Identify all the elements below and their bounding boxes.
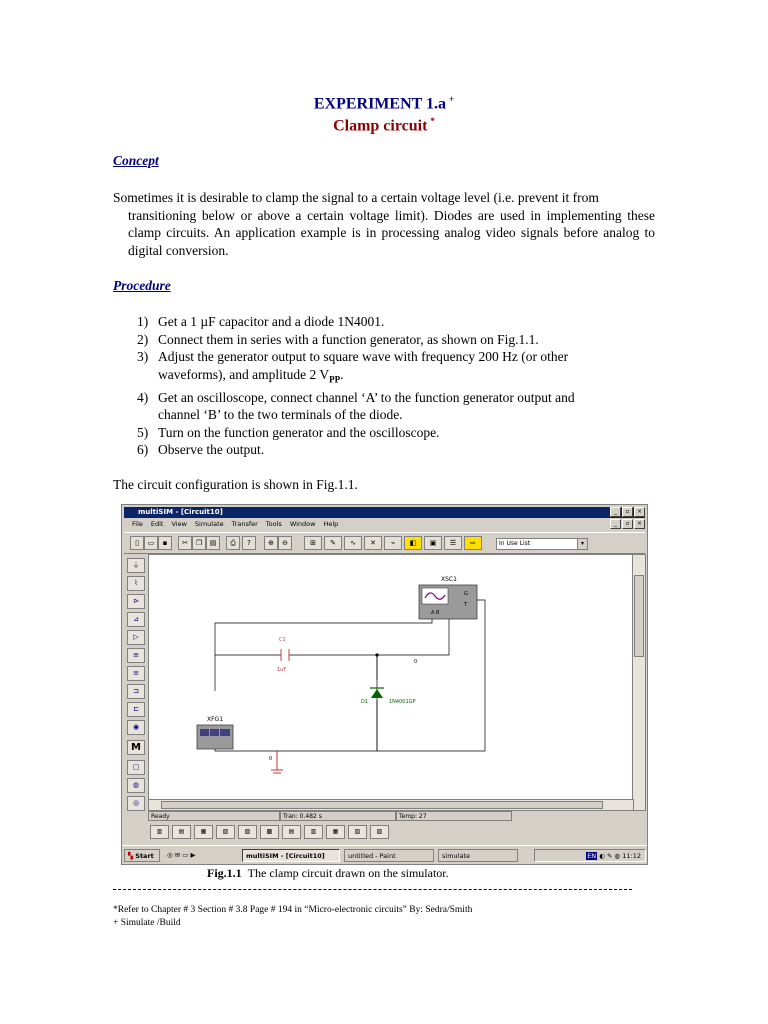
analog-icon[interactable]: ▷ [127, 630, 145, 645]
step-text: Connect them in series with a function generator, as shown on Fig.1.1. [158, 331, 539, 347]
distortion-icon[interactable]: ▦ [326, 825, 345, 839]
zoom-in-icon[interactable]: ⊕ [264, 536, 278, 550]
tray-icons: ◐ ✎ ◍ [599, 852, 621, 860]
xsc-t-label: T [464, 602, 468, 608]
new-icon[interactable]: ▯ [130, 536, 144, 550]
toolbar [124, 532, 645, 554]
media-icon[interactable]: ▶ [190, 851, 196, 859]
misc-digital-icon[interactable]: ⊐ [127, 684, 145, 699]
ie-icon[interactable]: ◎ [167, 851, 173, 859]
paste-icon[interactable]: ▤ [206, 536, 220, 550]
rf-icon[interactable]: ◍ [127, 778, 145, 793]
schematic-drawing [149, 555, 633, 800]
junction-dot [375, 653, 378, 656]
step-text: Get an oscilloscope, connect channel ‘A’ to the function generator output and [158, 389, 575, 405]
arrow-icon[interactable]: ⇨ [464, 536, 482, 550]
experiment-title-mark: + [449, 94, 455, 104]
mixed-icon[interactable]: ⊏ [127, 702, 145, 717]
step-cont-text: waveforms), and amplitude 2 V [158, 366, 330, 382]
fg-button-2 [210, 729, 219, 736]
print-icon[interactable]: ⎙ [226, 536, 240, 550]
menu-window[interactable]: Window [289, 520, 316, 528]
procedure-step [113, 348, 655, 389]
xsc-label: XSC1 [441, 576, 457, 583]
experiment-title [0, 94, 768, 113]
network-icon[interactable]: ✕ [364, 536, 382, 550]
vertical-scrollbar[interactable] [632, 554, 646, 811]
procedure-heading: Procedure [113, 278, 171, 293]
step-continuation: channel ‘B’ to the two terminals of the diode. [158, 407, 403, 423]
procedure-step [113, 441, 655, 459]
step-cont-end: . [340, 366, 344, 382]
copy-icon[interactable]: ❐ [192, 536, 206, 550]
footnote-2: + Simulate /Build [113, 918, 181, 928]
node-label-top: 0 [414, 659, 418, 665]
config-text: The circuit configuration is shown in Fig.1.1. [113, 477, 358, 492]
diode-icon[interactable]: ⊳ [127, 594, 145, 609]
oscilloscope-icon[interactable]: ▧ [216, 825, 235, 839]
indicator-icon[interactable]: ◉ [127, 720, 145, 735]
xsc-terminals: A B [431, 610, 440, 616]
funcgen-icon[interactable]: ▤ [172, 825, 191, 839]
step-text-block [158, 389, 655, 424]
quick-launch [164, 849, 232, 862]
spectrum-icon[interactable]: ▧ [348, 825, 367, 839]
step-number: 5) [137, 424, 149, 440]
step-text-block [158, 348, 655, 389]
menu-help[interactable]: Help [323, 520, 339, 528]
figure-caption-text: The clamp circuit drawn on the simulator. [247, 866, 449, 880]
doc-close-icon[interactable]: × [634, 519, 645, 529]
logic-analyzer-icon[interactable]: ▤ [282, 825, 301, 839]
step-text: Get a 1 µF capacitor and a diode 1N4001. [158, 314, 385, 329]
multimeter-icon[interactable]: ▥ [150, 825, 169, 839]
footnote-separator [113, 889, 632, 890]
concept-rest: transitioning below or above a certain voltage limit). Diodes are used in implementing these clamp circuits. An application example is in processing analog video signals before analog to digital conversion. [128, 207, 655, 258]
schematic-canvas[interactable] [148, 554, 634, 811]
status-temp: Temp: 27 [396, 811, 512, 821]
minimize-icon[interactable]: _ [610, 507, 621, 517]
save-icon[interactable]: ▪ [158, 536, 172, 550]
xsc-g-label: G [464, 591, 468, 597]
basic-icon[interactable]: ⌇ [127, 576, 145, 591]
status-ready: Ready [148, 811, 280, 821]
zoom-out-icon[interactable]: ⊖ [278, 536, 292, 550]
step-continuation [158, 366, 655, 389]
concept-paragraph [113, 189, 655, 259]
taskbar [122, 845, 648, 865]
concept-first-line: Sometimes it is desirable to clamp the signal to a certain voltage level (i.e. prevent it from [113, 190, 599, 205]
transistor-icon[interactable]: ⊿ [127, 612, 145, 627]
node-label-bottom: 0 [269, 756, 273, 762]
sources-icon[interactable]: ⏚ [127, 558, 145, 573]
procedure-step [113, 389, 655, 424]
fg-button-1 [200, 729, 209, 736]
misc-icon[interactable]: M [127, 740, 145, 755]
electromech-icon[interactable]: ◎ [127, 796, 145, 811]
language-indicator[interactable]: EN [587, 852, 597, 860]
doc-minimize-icon[interactable]: _ [610, 519, 621, 529]
procedure-step [113, 313, 655, 331]
step-number: 3) [137, 349, 149, 364]
c1-label: C1 [279, 637, 286, 643]
c1-value: 1uF [277, 667, 287, 673]
cut-icon[interactable]: ✂ [178, 536, 192, 550]
step-text: Adjust the generator output to square wave with frequency 200 Hz (or other [158, 349, 569, 364]
graph-icon[interactable]: ∿ [344, 536, 362, 550]
menu-view[interactable]: View [171, 520, 187, 528]
concept-heading: Concept [113, 153, 159, 168]
menu-transfer[interactable]: Transfer [231, 520, 258, 528]
d1-label: D1 [361, 699, 369, 705]
experiment-title-text: EXPERIMENT 1.a [313, 95, 447, 113]
step-text: Turn on the function generator and the oscilloscope. [158, 424, 440, 440]
figure-caption [207, 866, 449, 881]
postprocess-icon[interactable]: ◧ [404, 536, 422, 550]
procedure-step [113, 331, 655, 349]
open-icon[interactable]: ▭ [144, 536, 158, 550]
task-multisim[interactable]: multiSIM - [Circuit10] [242, 849, 340, 862]
experiment-subtitle [0, 116, 768, 135]
wire-b [215, 619, 449, 751]
clock: 11:12 [622, 852, 641, 860]
xfg-label: XFG1 [207, 716, 224, 723]
logic-converter-icon[interactable]: ▥ [304, 825, 323, 839]
wire-icon[interactable]: ⌁ [384, 536, 402, 550]
experiment-subtitle-mark: * [430, 116, 435, 126]
doc-restore-icon[interactable]: ▫ [622, 519, 633, 529]
fg-button-3 [220, 729, 230, 736]
function-generator-body [197, 725, 233, 749]
horizontal-scroll-thumb[interactable] [161, 801, 603, 809]
diode-triangle [371, 689, 383, 698]
probe-icon[interactable]: ✎ [324, 536, 342, 550]
chip-icon[interactable]: ▣ [424, 536, 442, 550]
menu-file[interactable]: File [132, 520, 143, 528]
menu-bar [124, 519, 645, 530]
controls-icon[interactable]: ▢ [127, 760, 145, 775]
system-tray [534, 849, 646, 862]
menu-edit[interactable]: Edit [150, 520, 164, 528]
window-titlebar [124, 507, 645, 518]
outlook-icon[interactable]: ✉ [174, 851, 181, 859]
step-number: 2) [137, 331, 149, 347]
procedure-steps [113, 313, 655, 459]
vertical-scroll-thumb[interactable] [634, 575, 644, 657]
horizontal-scrollbar[interactable] [148, 799, 634, 811]
in-use-list-value: In Use List [499, 540, 531, 547]
wordgen-icon[interactable]: ▩ [260, 825, 279, 839]
component-icon[interactable]: ⊞ [304, 536, 322, 550]
menu-tools[interactable]: Tools [265, 520, 282, 528]
wattmeter-icon[interactable]: ▦ [194, 825, 213, 839]
network-analyzer-icon[interactable]: ▨ [370, 825, 389, 839]
status-tran: Tran: 0.482 s [280, 811, 396, 821]
start-button[interactable] [124, 849, 160, 862]
desktop-icon[interactable]: ▭ [182, 851, 189, 859]
task-paint[interactable]: untitled - Paint [344, 849, 434, 862]
menu-simulate[interactable]: Simulate [194, 520, 224, 528]
list-icon[interactable]: ☰ [444, 536, 462, 550]
start-label: Start [135, 852, 154, 860]
footnote-1: *Refer to Chapter # 3 Section # 3.8 Page # 194 in “Micro-electronic circuits” By: Sedra/Smith [113, 905, 473, 915]
step-number: 6) [137, 442, 149, 458]
help-icon[interactable]: ? [242, 536, 256, 550]
experiment-subtitle-text: Clamp circuit [333, 117, 428, 135]
bode-icon[interactable]: ▨ [238, 825, 257, 839]
in-use-list-select[interactable] [496, 538, 588, 550]
component-toolbar [124, 554, 146, 814]
status-bar [148, 811, 644, 821]
step-number: 1) [137, 314, 149, 329]
step-number: 4) [137, 389, 149, 405]
ttl-icon[interactable]: ≡ [127, 648, 145, 663]
figure-label: Fig.1.1 [207, 866, 242, 880]
procedure-step [113, 424, 655, 442]
document-controls [610, 519, 645, 529]
instrument-toolbar [148, 823, 644, 841]
window-controls [610, 507, 645, 517]
vpp-subscript: PP [329, 374, 341, 385]
cmos-icon[interactable]: ≡ [127, 666, 145, 681]
restore-icon[interactable]: ▫ [622, 507, 633, 517]
step-text: Observe the output. [158, 442, 265, 458]
d1-part: 1N4001GP [389, 699, 416, 705]
windows-logo-icon: ▚ [128, 852, 133, 860]
simulator-screenshot [121, 504, 648, 865]
window-title: multiSIM - [Circuit10] [138, 508, 223, 516]
task-simulate[interactable]: simulate [438, 849, 518, 862]
close-icon[interactable]: × [634, 507, 645, 517]
chevron-down-icon[interactable]: ▾ [577, 539, 587, 549]
